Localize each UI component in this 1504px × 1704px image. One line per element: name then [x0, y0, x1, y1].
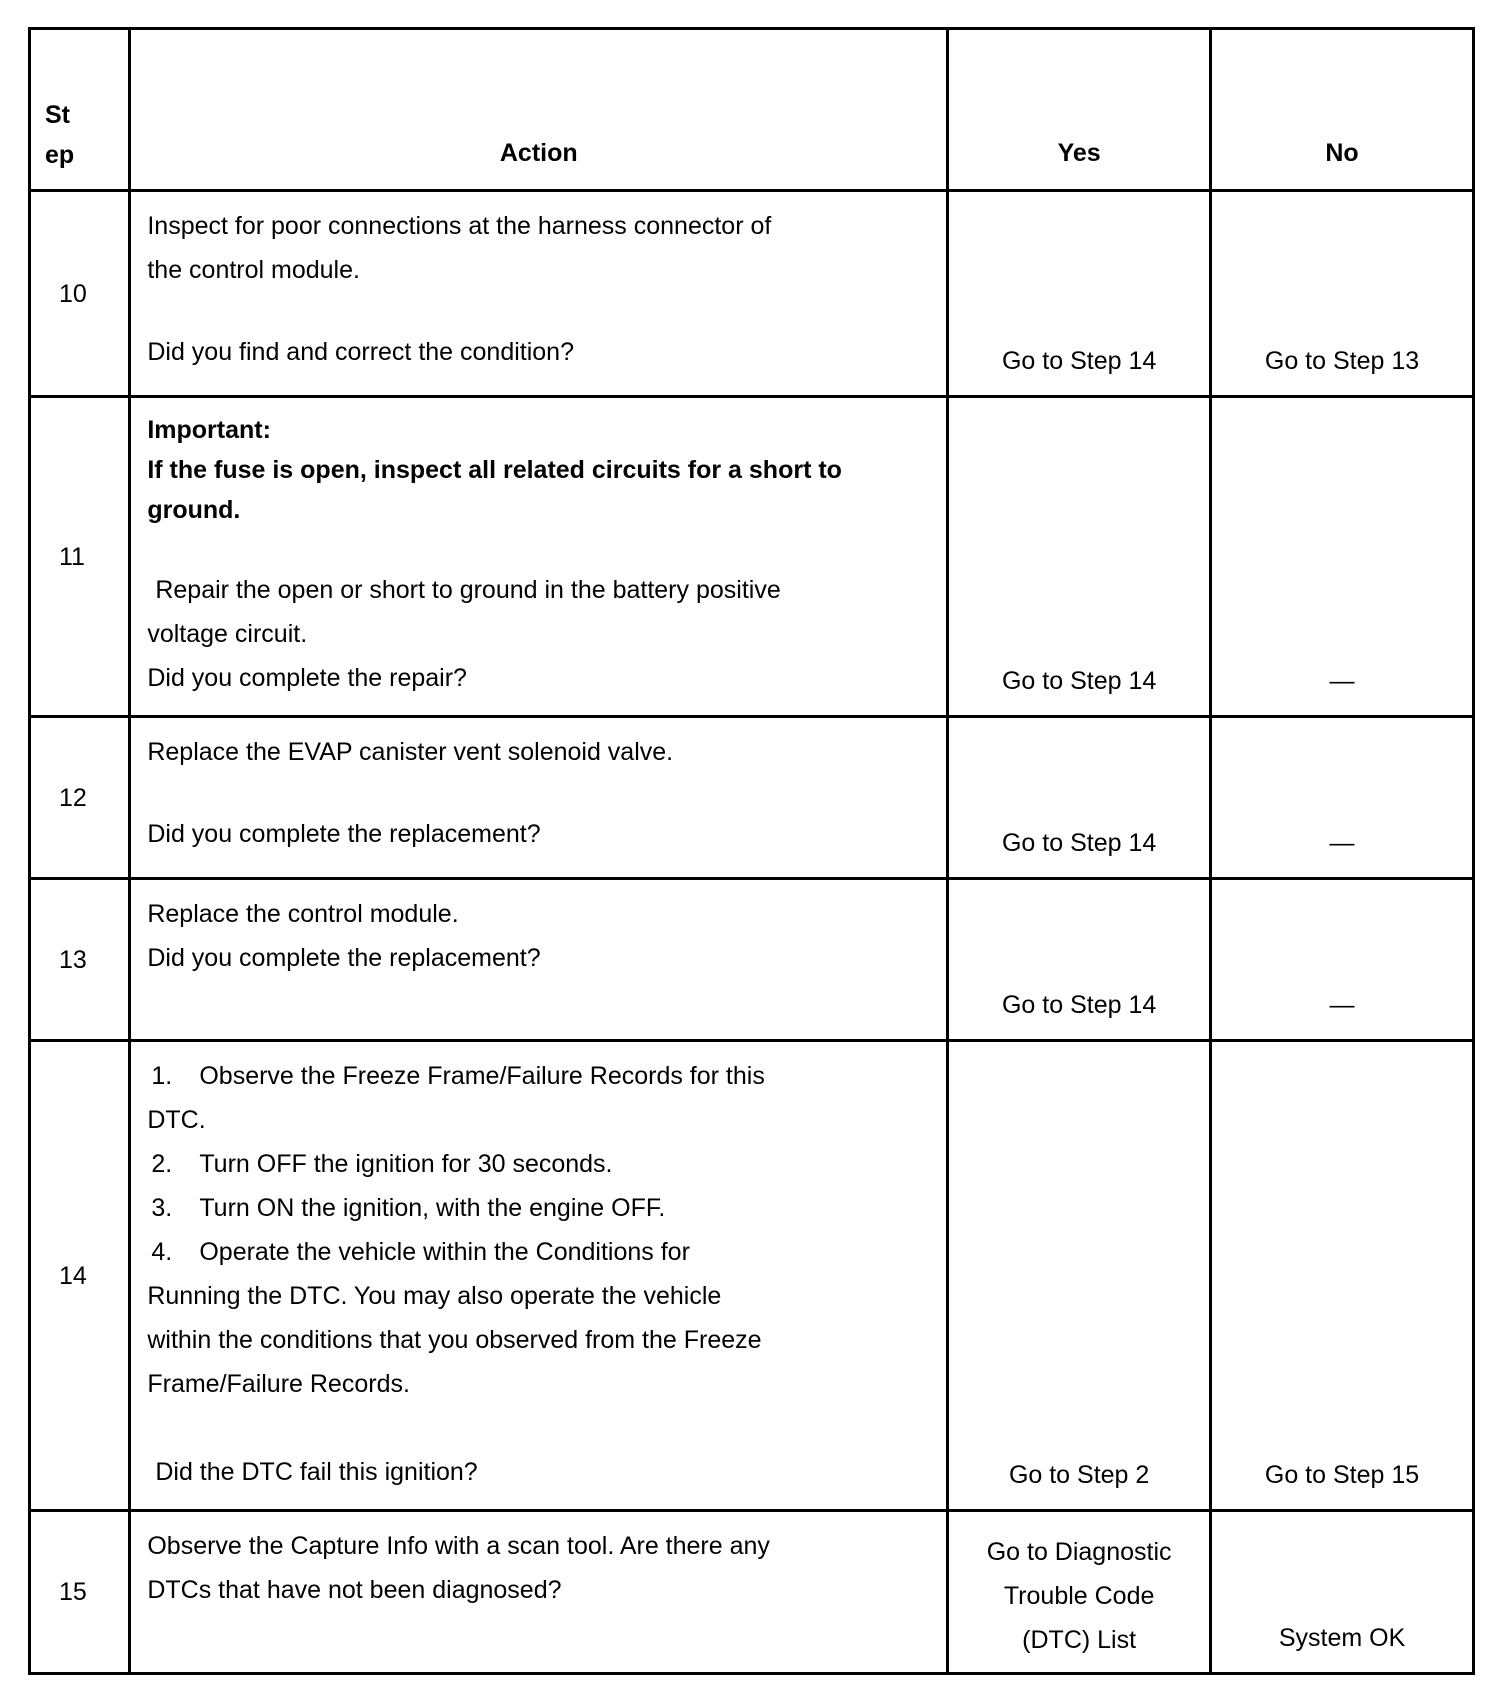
action-cell	[130, 879, 948, 1041]
action-question: Did you complete the replacement?	[147, 820, 541, 848]
no-result: —	[1211, 397, 1474, 717]
step-number: 14	[30, 1041, 130, 1511]
list-text: Turn OFF the ignition for 30 seconds.	[199, 1150, 613, 1178]
yes-result: Go to Step 2	[948, 1041, 1211, 1511]
table-row-step-14	[30, 1041, 1474, 1511]
list-text: within the conditions that you observed from the Freeze	[147, 1326, 762, 1354]
action-text: Repair the open or short to ground in the battery positive	[155, 576, 781, 604]
action-text: voltage circuit.	[147, 620, 308, 648]
list-text: Operate the vehicle within the Conditions for	[199, 1238, 690, 1266]
header-row	[30, 29, 1474, 191]
table-row-step-13	[30, 879, 1474, 1041]
no-result: —	[1211, 879, 1474, 1041]
header-yes: Yes	[948, 29, 1211, 191]
action-question: Did you complete the replacement?	[147, 944, 541, 972]
header-step-line1: St	[45, 101, 70, 129]
yes-result: Go to Step 14	[948, 717, 1211, 879]
no-result: —	[1211, 717, 1474, 879]
action-cell	[130, 1041, 948, 1511]
yes-result-line: Trouble Code	[1003, 1582, 1155, 1610]
important-text: If the fuse is open, inspect all related circuits for a short to ground.	[147, 456, 842, 524]
important-label: Important:	[147, 416, 271, 444]
list-text: DTC.	[147, 1106, 206, 1134]
action-question: Did you complete the repair?	[147, 664, 467, 692]
no-result: System OK	[1211, 1511, 1474, 1674]
table-row-step-11	[30, 397, 1474, 717]
action-cell	[130, 397, 948, 717]
diagnostic-table	[28, 27, 1475, 1675]
action-cell	[130, 1511, 948, 1674]
list-text: Turn ON the ignition, with the engine OFF.	[199, 1194, 666, 1222]
action-question: Did you find and correct the condition?	[147, 338, 574, 366]
list-item	[147, 1186, 930, 1230]
action-text: Observe the Capture Info with a scan tool. Are there any	[147, 1532, 770, 1560]
no-result: Go to Step 13	[1211, 191, 1474, 397]
step-number: 11	[30, 397, 130, 717]
header-step	[30, 29, 130, 191]
list-item	[147, 1230, 930, 1274]
action-text: Inspect for poor connections at the harness connector of	[147, 212, 772, 240]
yes-result: Go to Step 14	[948, 191, 1211, 397]
table-row-step-10	[30, 191, 1474, 397]
step-number: 10	[30, 191, 130, 397]
action-cell	[130, 717, 948, 879]
step-number: 12	[30, 717, 130, 879]
list-text: Running the DTC. You may also operate the vehicle	[147, 1282, 722, 1310]
list-text: Observe the Freeze Frame/Failure Records for this	[199, 1062, 765, 1090]
no-result: Go to Step 15	[1211, 1041, 1474, 1511]
header-action: Action	[130, 29, 948, 191]
yes-result	[948, 1511, 1211, 1674]
action-text: the control module.	[147, 256, 360, 284]
table-row-step-12	[30, 717, 1474, 879]
list-number: 1.	[151, 1062, 173, 1090]
action-cell	[130, 191, 948, 397]
list-item	[147, 1142, 930, 1186]
list-number: 3.	[151, 1194, 173, 1222]
yes-result-line: (DTC) List	[1022, 1626, 1137, 1654]
step-number: 13	[30, 879, 130, 1041]
list-number: 4.	[151, 1238, 173, 1266]
table-row-step-15	[30, 1511, 1474, 1674]
action-question: DTCs that have not been diagnosed?	[147, 1576, 562, 1604]
list-item	[147, 1054, 930, 1098]
header-step-line2: ep	[45, 141, 75, 169]
yes-result: Go to Step 14	[948, 397, 1211, 717]
yes-result-line: Go to Diagnostic	[986, 1538, 1172, 1566]
action-text: Replace the EVAP canister vent solenoid valve.	[147, 738, 674, 766]
header-no: No	[1211, 29, 1474, 191]
action-question: Did the DTC fail this ignition?	[155, 1458, 478, 1486]
list-text: Frame/Failure Records.	[147, 1370, 410, 1398]
list-number: 2.	[151, 1150, 173, 1178]
action-text: Replace the control module.	[147, 900, 459, 928]
step-number: 15	[30, 1511, 130, 1674]
yes-result: Go to Step 14	[948, 879, 1211, 1041]
